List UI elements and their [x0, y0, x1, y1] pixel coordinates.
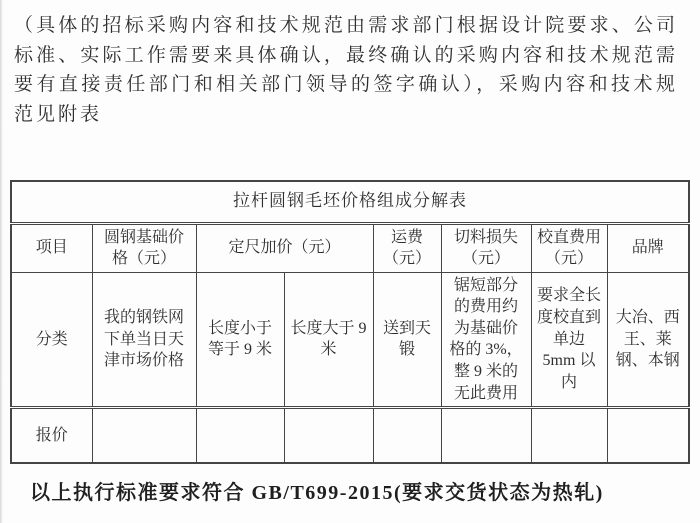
price-breakdown-table: [10, 180, 690, 464]
scan-edge-artifact: [0, 0, 3, 523]
column-header-fixed-length-surcharge: 定尺加价（元）: [196, 223, 373, 272]
cell-classification-cutting-loss: 锯短部分的费用约为基础价格的 3%，整 9 米的无此费用: [441, 272, 531, 408]
cell-quote-freight: [373, 408, 441, 463]
row-label-quote: 报价: [11, 408, 92, 463]
cell-quote-brand: [607, 408, 689, 463]
column-header-cutting-loss: 切料损失（元）: [441, 223, 531, 272]
column-header-item: 项目: [11, 223, 92, 272]
cell-quote-cutting-loss: [441, 408, 531, 463]
classification-row: [11, 272, 689, 408]
cell-classification-length-gt-9m: 长度大于 9 米: [284, 272, 373, 408]
column-header-brand: 品牌: [607, 223, 689, 272]
cell-quote-length-gt-9m: [284, 408, 373, 463]
cell-quote-length-le-9m: [196, 408, 284, 463]
cell-classification-length-le-9m: 长度小于等于 9 米: [196, 272, 284, 408]
cell-classification-brand: 大冶、西王、莱钢、本钢: [607, 272, 689, 408]
table-header-row: [11, 223, 689, 272]
intro-paragraph: （具体的招标采购内容和技术规范由需求部门根据设计院要求、公司标准、实际工作需要来具体确认，最终确认的采购内容和技术规范需要有直接责任部门和相关部门领导的签字确认），采购内容和技术规范见附表: [14, 15, 678, 125]
quote-row: [11, 408, 689, 463]
cell-quote-straightening-fee: [531, 408, 607, 463]
cell-classification-freight: 送到天锻: [373, 272, 441, 408]
cell-classification-base-price: 我的钢铁网下单当日天津市场价格: [92, 272, 196, 408]
column-header-straightening-fee: 校直费用（元）: [531, 223, 607, 272]
cell-quote-base-price: [92, 408, 196, 463]
row-label-classification: 分类: [11, 272, 92, 408]
cell-classification-straightening-fee: 要求全长度校直到单边 5mm 以内: [531, 272, 607, 408]
standard-compliance-note: 以上执行标准要求符合 GB/T699-2015(要求交货状态为热轧): [30, 482, 604, 504]
column-header-base-price: 圆钢基础价格（元）: [92, 223, 196, 272]
table-title: 拉杆圆钢毛坯价格组成分解表: [11, 181, 689, 223]
table-title-row: [11, 181, 689, 223]
column-header-freight: 运费（元）: [373, 223, 441, 272]
